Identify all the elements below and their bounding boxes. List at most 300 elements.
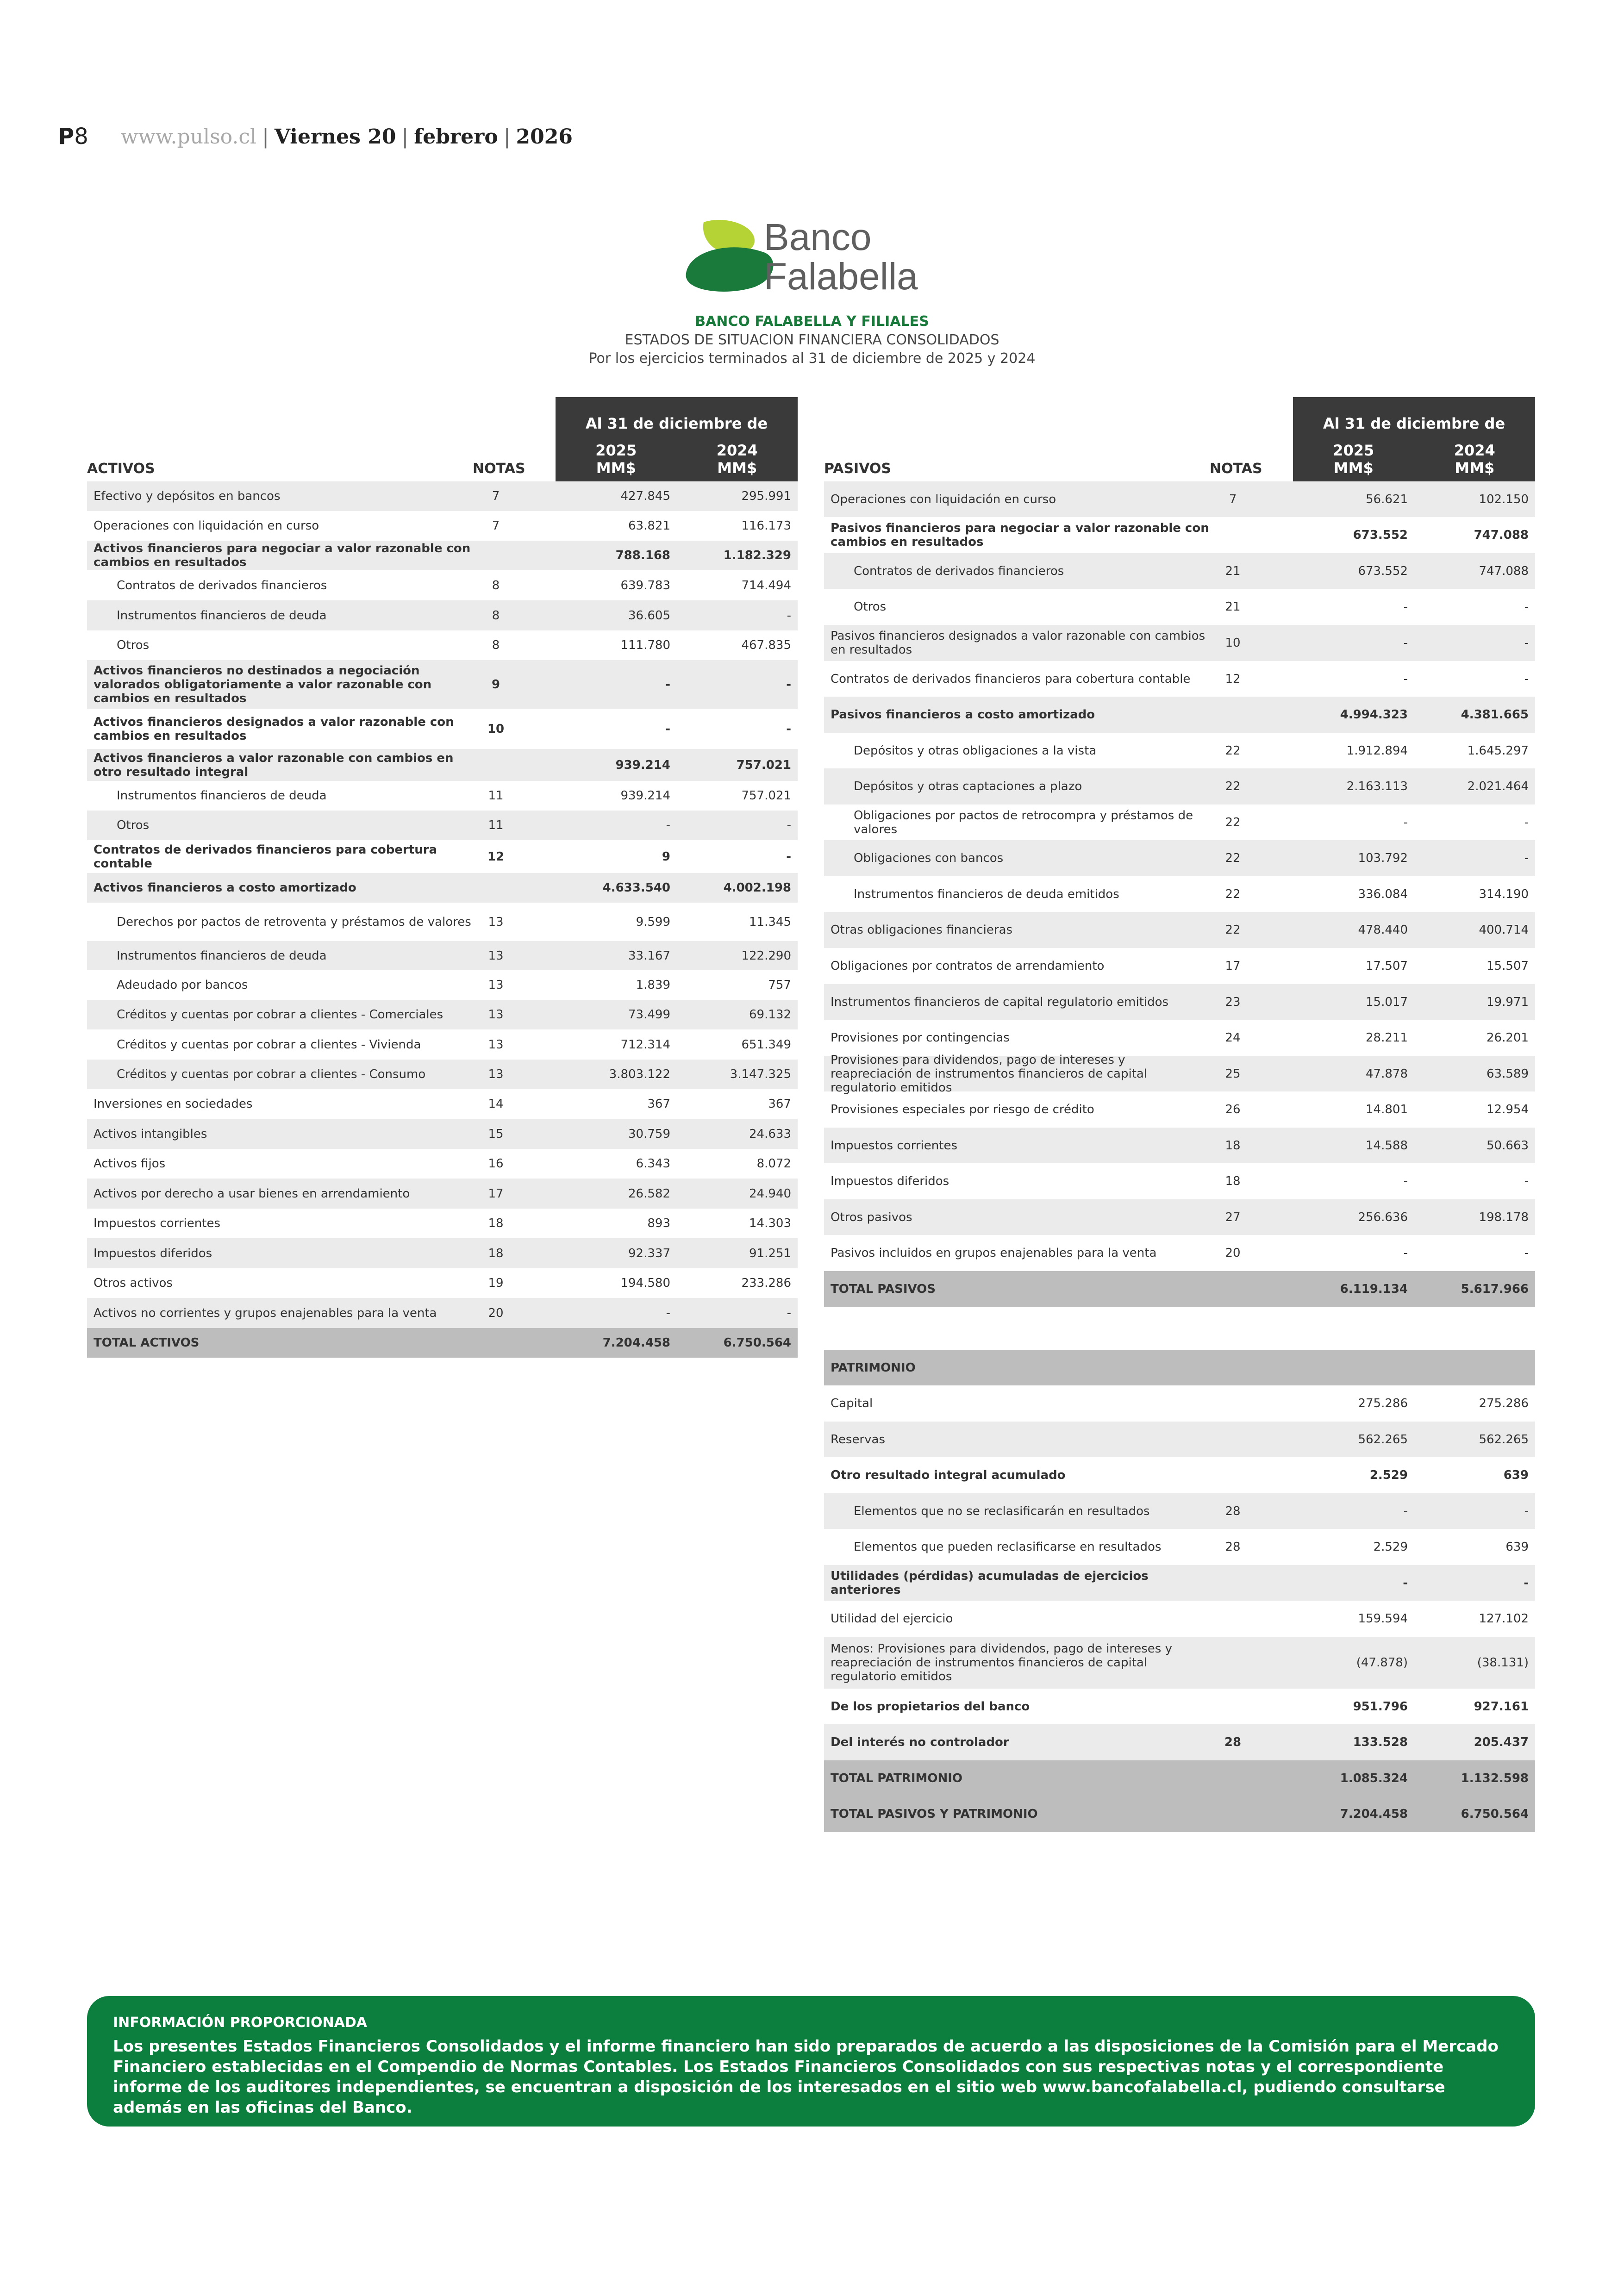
row-label: Operaciones con liquidación en curso <box>94 519 319 533</box>
value-2024: 1.182.329 <box>723 549 791 562</box>
value-2024: 24.633 <box>749 1127 791 1141</box>
value-2025: - <box>1403 636 1408 650</box>
row-notas: 9 <box>491 677 500 692</box>
banco-falabella-logo <box>685 213 944 301</box>
pasivos-row-provisiones-especiales-por-riesgo-de-cre <box>824 1091 1535 1128</box>
pasivos-row-provisiones-para-dividendos-pago-de-inte <box>824 1053 1535 1095</box>
value-2024: - <box>1524 672 1529 686</box>
value-2024: 19.971 <box>1487 995 1529 1009</box>
value-2024: 747.088 <box>1479 564 1529 578</box>
row-notas: 18 <box>1225 1174 1241 1188</box>
value-2024: 50.663 <box>1487 1138 1529 1153</box>
patrimonio-row-utilidad-del-ejercicio <box>824 1601 1535 1637</box>
value-2024: 233.286 <box>741 1276 791 1290</box>
activos-row-otros-activos <box>87 1268 798 1298</box>
activos-row-activos-financieros-para-negociar-a-valo <box>87 541 798 570</box>
activos-row-instrumentos-financieros-de-deuda <box>87 781 798 811</box>
value-2025: 194.580 <box>620 1276 670 1290</box>
row-label: Instrumentos financieros de deuda <box>117 789 327 803</box>
row-label: Activos no corrientes y grupos enajenables para la venta <box>94 1306 437 1320</box>
value-2025: 63.821 <box>628 519 670 533</box>
value-2024: - <box>787 608 791 623</box>
value-2025: 73.499 <box>628 1008 670 1022</box>
pasivos-heading: PASIVOS <box>824 461 892 477</box>
row-notas: 17 <box>488 1186 504 1201</box>
activos-rows <box>87 481 798 1358</box>
value-2025: 788.168 <box>615 549 670 562</box>
row-notas: 22 <box>1225 780 1241 793</box>
value-2024: 26.201 <box>1487 1031 1529 1045</box>
activos-row-total-activos <box>87 1328 798 1358</box>
activos-row-impuestos-diferidos <box>87 1238 798 1268</box>
pasivos-row-impuestos-corrientes <box>824 1128 1535 1163</box>
value-2024: 63.589 <box>1487 1066 1529 1081</box>
row-label: Menos: Provisiones para dividendos, pago de intereses y reapreciación de instrumentos financieros de capital regulatorio emitidos <box>831 1642 1172 1684</box>
pasivos-row-otras-obligaciones-financieras <box>824 912 1535 948</box>
row-notas: 22 <box>1225 851 1241 865</box>
row-notas: 22 <box>1225 923 1241 937</box>
value-2024: 198.178 <box>1479 1210 1529 1224</box>
row-label: Inversiones en sociedades <box>94 1097 253 1111</box>
value-2025: 17.507 <box>1366 959 1408 973</box>
activos-row-activos-intangibles <box>87 1119 798 1149</box>
row-notas: 24 <box>1225 1031 1241 1045</box>
value-2025: 4.994.323 <box>1340 708 1408 722</box>
activos-header <box>87 397 798 481</box>
row-label: Créditos y cuentas por cobrar a clientes - Consumo <box>117 1067 426 1081</box>
pasivos-row-instrumentos-financieros-de-deuda-emitid <box>824 876 1535 912</box>
row-notas: 7 <box>492 519 500 533</box>
row-notas: 28 <box>1225 1540 1241 1554</box>
row-label: Otras obligaciones financieras <box>831 923 1013 937</box>
activos-row-contratos-de-derivados-financieros-para- <box>87 840 798 873</box>
row-notas: 18 <box>1225 1138 1241 1153</box>
row-label: Capital <box>831 1397 873 1410</box>
value-2024: 927.161 <box>1474 1699 1529 1714</box>
row-label: Otros activos <box>94 1276 173 1290</box>
row-label: Depósitos y otras captaciones a plazo <box>854 780 1082 793</box>
row-notas: 21 <box>1225 564 1241 578</box>
pasivos-row-contratos-de-derivados-financieros-para- <box>824 661 1535 697</box>
value-2024: - <box>1524 815 1529 829</box>
row-notas: 8 <box>492 608 500 623</box>
value-2025: 639.783 <box>620 578 670 592</box>
row-label: Utilidades (pérdidas) acumuladas de ejercicios anteriores <box>831 1569 1149 1597</box>
value-2025: 9 <box>662 849 670 864</box>
value-2024: 757.021 <box>741 789 791 803</box>
value-2024: - <box>1524 1576 1529 1590</box>
row-notas: 23 <box>1225 995 1241 1009</box>
row-label: Otros <box>854 600 887 614</box>
value-2025: 159.594 <box>1358 1612 1408 1626</box>
row-label: Obligaciones por contratos de arrendamiento <box>831 959 1105 973</box>
activos-table <box>87 397 798 1358</box>
row-notas: 13 <box>488 915 504 929</box>
value-2025: - <box>666 818 670 832</box>
activos-row-activos-financieros-a-costo-amortizado <box>87 873 798 903</box>
activos-row-otros <box>87 630 798 660</box>
value-2025: 47.878 <box>1366 1066 1408 1081</box>
value-2024: - <box>1524 600 1529 614</box>
row-label: Contratos de derivados financieros <box>117 578 327 592</box>
page-header: P8 www.pulso.cl | Viernes 20 | febrero | 2026 <box>58 124 573 150</box>
patrimonio-row-capital <box>824 1385 1535 1422</box>
row-label: Instrumentos financieros de deuda <box>117 948 327 963</box>
activos-row-inversiones-en-sociedades <box>87 1089 798 1119</box>
row-label: Créditos y cuentas por cobrar a clientes - Vivienda <box>117 1037 421 1052</box>
value-2025: (47.878) <box>1356 1656 1408 1670</box>
row-notas: 12 <box>1225 672 1241 686</box>
header-weekday: Viernes 20 <box>274 125 396 149</box>
row-label: Reservas <box>831 1432 885 1447</box>
website-link[interactable]: www.pulso.cl <box>120 125 257 149</box>
row-notas: 13 <box>488 1008 504 1022</box>
row-label: Obligaciones por pactos de retrocompra y préstamos de valores <box>854 808 1193 836</box>
row-label: Utilidad del ejercicio <box>831 1612 953 1626</box>
svg-text:Banco: Banco <box>764 216 872 258</box>
value-2025: 256.636 <box>1358 1210 1408 1224</box>
row-label: Instrumentos financieros de deuda emitidos <box>854 887 1119 901</box>
patrimonio-row-total-pasivos-y-patrimonio <box>824 1796 1535 1832</box>
page-number: P8 <box>58 124 88 150</box>
row-notas: 18 <box>488 1216 504 1230</box>
value-2025: 6.119.134 <box>1340 1282 1408 1296</box>
patrimonio-table <box>824 1350 1535 1832</box>
pasivos-row-operaciones-con-liquidacion-en-curso <box>824 481 1535 517</box>
patrimonio-row-total-patrimonio <box>824 1760 1535 1796</box>
value-2024: 127.102 <box>1479 1612 1529 1626</box>
value-2024: 651.349 <box>741 1037 791 1052</box>
pasivos-row-pasivos-incluidos-en-grupos-enajenables- <box>824 1235 1535 1271</box>
row-notas: 22 <box>1225 743 1241 758</box>
value-2025: 275.286 <box>1358 1397 1408 1410</box>
value-2025: 1.085.324 <box>1340 1771 1408 1785</box>
value-2025: - <box>665 677 670 692</box>
row-label: TOTAL PATRIMONIO <box>831 1771 963 1785</box>
row-notas: 19 <box>488 1276 504 1290</box>
value-2024: 15.507 <box>1487 959 1529 973</box>
pasivos-row-pasivos-financieros-para-negociar-a-valo <box>824 517 1535 553</box>
row-notas: 21 <box>1225 600 1241 614</box>
value-2024: - <box>786 722 791 736</box>
value-2024: - <box>1524 851 1529 865</box>
header-month: febrero <box>414 125 498 149</box>
notas-heading: NOTAS <box>1210 461 1262 477</box>
patrimonio-heading: PATRIMONIO <box>824 1350 1535 1385</box>
value-2024: 102.150 <box>1479 492 1529 506</box>
pasivos-header <box>824 397 1535 481</box>
activos-row-adeudado-por-bancos <box>87 970 798 1000</box>
row-label: Provisiones por contingencias <box>831 1031 1010 1045</box>
value-2025: - <box>1403 672 1408 686</box>
row-notas: 11 <box>488 789 504 803</box>
activos-row-activos-financieros-a-valor-razonable-co <box>87 749 798 781</box>
value-2025: - <box>1403 1576 1408 1590</box>
value-2024: - <box>1524 1174 1529 1188</box>
row-notas: 25 <box>1225 1066 1241 1081</box>
svg-text:Falabella: Falabella <box>764 256 918 298</box>
value-2025: 712.314 <box>620 1037 670 1052</box>
row-label: Contratos de derivados financieros para cobertura contable <box>94 842 437 871</box>
row-label: Adeudado por bancos <box>117 978 248 992</box>
activos-row-activos-no-corrientes-y-grupos-enajenabl <box>87 1298 798 1328</box>
value-2025: 2.163.113 <box>1346 780 1408 793</box>
row-label: Instrumentos financieros de capital regulatorio emitidos <box>831 995 1169 1009</box>
value-2025: 7.204.458 <box>1340 1807 1408 1821</box>
value-2025: 56.621 <box>1366 492 1408 506</box>
row-label: De los propietarios del banco <box>831 1699 1030 1714</box>
row-notas: 15 <box>488 1127 504 1141</box>
row-label: Depósitos y otras obligaciones a la vista <box>854 743 1097 758</box>
statement-title <box>0 312 1624 368</box>
value-2024: 275.286 <box>1479 1397 1529 1410</box>
value-2024: 5.617.966 <box>1461 1282 1529 1296</box>
value-2025: - <box>665 722 670 736</box>
info-box <box>87 1996 1535 2127</box>
row-label: Impuestos diferidos <box>94 1246 212 1260</box>
value-2024: 69.132 <box>749 1008 791 1022</box>
pasivos-row-obligaciones-con-bancos <box>824 840 1535 876</box>
row-label: Créditos y cuentas por cobrar a clientes - Comerciales <box>117 1008 443 1022</box>
patrimonio-rows <box>824 1385 1535 1832</box>
row-notas: 10 <box>487 722 505 736</box>
row-label: Provisiones para dividendos, pago de intereses y reapreciación de instrumentos financieros de capital regulatorio emitidos <box>831 1053 1148 1095</box>
row-notas: 28 <box>1225 1504 1241 1518</box>
activos-row-operaciones-con-liquidacion-en-curso <box>87 511 798 541</box>
row-label: Activos intangibles <box>94 1127 207 1141</box>
company-name: BANCO FALABELLA Y FILIALES <box>695 313 929 330</box>
activos-row-activos-fijos <box>87 1149 798 1179</box>
row-notas: 13 <box>488 1037 504 1052</box>
row-label: Del interés no controlador <box>831 1735 1009 1749</box>
row-label: Otros <box>117 818 150 832</box>
value-2024: 1.645.297 <box>1467 743 1529 758</box>
row-notas: 27 <box>1225 1210 1241 1224</box>
row-notas: 18 <box>488 1246 504 1260</box>
info-heading: INFORMACIÓN PROPORCIONADA <box>113 2014 367 2031</box>
value-2024: 639 <box>1503 1468 1529 1482</box>
row-notas: 20 <box>1225 1246 1241 1260</box>
value-2025: - <box>1403 1174 1408 1188</box>
row-label: Impuestos corrientes <box>831 1138 957 1153</box>
activos-row-contratos-de-derivados-financieros <box>87 570 798 600</box>
row-label: TOTAL PASIVOS Y PATRIMONIO <box>831 1807 1038 1821</box>
pasivos-row-obligaciones-por-contratos-de-arrendamie <box>824 948 1535 984</box>
year-header: Al 31 de diciembre de 2025 MM$ 2024 MM$ <box>1293 397 1535 481</box>
row-label: Activos financieros para negociar a valor razonable con cambios en resultados <box>94 542 471 569</box>
row-label: Efectivo y depósitos en bancos <box>94 489 281 503</box>
value-2025: 939.214 <box>620 789 670 803</box>
activos-heading: ACTIVOS <box>87 461 155 477</box>
row-notas: 10 <box>1225 636 1241 650</box>
activos-row-creditos-y-cuentas-por-cobrar-a-clientes <box>87 1029 798 1060</box>
value-2025: 951.796 <box>1353 1699 1408 1714</box>
row-notas: 12 <box>487 849 505 864</box>
value-2024: 314.190 <box>1479 887 1529 901</box>
patrimonio-row-reservas <box>824 1422 1535 1457</box>
value-2025: 336.084 <box>1358 887 1408 901</box>
row-notas: 8 <box>492 578 500 592</box>
value-2025: 111.780 <box>620 638 670 652</box>
value-2025: 562.265 <box>1358 1432 1408 1447</box>
value-2025: - <box>1403 1504 1408 1518</box>
value-2024: 4.381.665 <box>1461 708 1529 722</box>
activos-row-efectivo-y-depositos-en-bancos <box>87 481 798 511</box>
row-label: Operaciones con liquidación en curso <box>831 492 1056 506</box>
value-2025: 92.337 <box>628 1246 670 1260</box>
row-label: Elementos que pueden reclasificarse en resultados <box>854 1540 1162 1554</box>
value-2024: 91.251 <box>749 1246 791 1260</box>
patrimonio-row-elementos-que-no-se-reclasificaran-en-re <box>824 1493 1535 1529</box>
row-label: Activos fijos <box>94 1157 166 1171</box>
row-label: TOTAL PASIVOS <box>831 1282 936 1296</box>
pasivos-row-obligaciones-por-pactos-de-retrocompra-y <box>824 804 1535 840</box>
value-2025: 14.588 <box>1366 1138 1408 1153</box>
row-label: Impuestos corrientes <box>94 1216 220 1230</box>
value-2025: 893 <box>647 1216 670 1230</box>
row-label: Otro resultado integral acumulado <box>831 1468 1066 1482</box>
value-2024: 4.002.198 <box>723 881 791 895</box>
pasivos-row-otros-pasivos <box>824 1199 1535 1235</box>
year-header: Al 31 de diciembre de 2025 MM$ 2024 MM$ <box>556 397 798 481</box>
value-2025: 3.803.122 <box>609 1067 670 1081</box>
value-2025: 6.343 <box>636 1157 670 1171</box>
pasivos-row-pasivos-financieros-designados-a-valor-r <box>824 625 1535 661</box>
row-notas: 11 <box>488 818 504 832</box>
patrimonio-row-menos-provisiones-para-dividendos-pago-d <box>824 1637 1535 1689</box>
row-notas: 7 <box>492 489 500 503</box>
value-2025: 103.792 <box>1358 851 1408 865</box>
row-notas: 13 <box>488 948 504 963</box>
row-notas: 13 <box>488 978 504 992</box>
statement-name: ESTADOS DE SITUACION FINANCIERA CONSOLIDADOS <box>625 332 999 348</box>
value-2025: 4.633.540 <box>602 881 670 895</box>
value-2025: 673.552 <box>1353 528 1408 542</box>
activos-row-otros <box>87 811 798 840</box>
pasivos-row-instrumentos-financieros-de-capital-regu <box>824 984 1535 1020</box>
value-2025: 2.529 <box>1369 1468 1408 1482</box>
value-2024: 6.750.564 <box>723 1336 791 1350</box>
value-2025: - <box>1403 815 1408 829</box>
value-2024: - <box>786 677 791 692</box>
activos-row-instrumentos-financieros-de-deuda <box>87 600 798 630</box>
row-label: Contratos de derivados financieros <box>854 564 1064 578</box>
value-2024: 639 <box>1505 1540 1529 1554</box>
patrimonio-row-utilidades-perdidas-acumuladas-de-ejerci <box>824 1565 1535 1601</box>
row-label: Provisiones especiales por riesgo de crédito <box>831 1103 1094 1116</box>
notas-heading: NOTAS <box>473 461 525 477</box>
patrimonio-row-de-los-propietarios-del-banco <box>824 1689 1535 1724</box>
pasivos-row-depositos-y-otras-obligaciones-a-la-vist <box>824 733 1535 768</box>
pasivos-row-depositos-y-otras-captaciones-a-plazo <box>824 768 1535 804</box>
pasivos-table <box>824 397 1535 1307</box>
row-notas: 22 <box>1225 815 1241 829</box>
value-2025: 367 <box>647 1097 670 1111</box>
value-2024: - <box>1524 1246 1529 1260</box>
row-notas: 14 <box>488 1097 504 1111</box>
header-year: 2026 <box>516 125 573 149</box>
value-2024: - <box>787 1306 791 1320</box>
pasivos-row-otros <box>824 589 1535 625</box>
value-2025: 673.552 <box>1358 564 1408 578</box>
statement-period: Por los ejercicios terminados al 31 de diciembre de 2025 y 2024 <box>588 350 1036 367</box>
value-2025: 15.017 <box>1366 995 1408 1009</box>
row-label: Activos financieros no destinados a negociación valorados obligatoriamente a valor razonable con cambios en resultados <box>94 663 432 705</box>
row-notas: 22 <box>1225 887 1241 901</box>
value-2024: 24.940 <box>749 1186 791 1201</box>
value-2025: 1.912.894 <box>1346 743 1408 758</box>
value-2025: 939.214 <box>615 758 670 772</box>
value-2024: 11.345 <box>749 915 791 929</box>
row-notas: 7 <box>1229 492 1237 506</box>
row-label: Otros <box>117 638 150 652</box>
value-2025: 28.211 <box>1366 1031 1408 1045</box>
row-notas: 16 <box>488 1157 504 1171</box>
value-2024: 2.021.464 <box>1467 780 1529 793</box>
activos-row-derechos-por-pactos-de-retroventa-y-pres <box>87 903 798 941</box>
value-2024: 205.437 <box>1474 1735 1529 1749</box>
row-notas: 20 <box>488 1306 504 1320</box>
value-2024: 757 <box>768 978 791 992</box>
pasivos-row-pasivos-financieros-a-costo-amortizado <box>824 697 1535 733</box>
value-2024: 295.991 <box>741 489 791 503</box>
pasivos-row-total-pasivos <box>824 1271 1535 1307</box>
row-label: Instrumentos financieros de deuda <box>117 608 327 623</box>
value-2024: - <box>1524 636 1529 650</box>
row-label: Activos por derecho a usar bienes en arrendamiento <box>94 1186 410 1201</box>
row-label: Pasivos financieros a costo amortizado <box>831 708 1095 722</box>
value-2024: 367 <box>768 1097 791 1111</box>
value-2024: 400.714 <box>1479 923 1529 937</box>
value-2025: 2.529 <box>1373 1540 1408 1554</box>
row-notas: 13 <box>488 1067 504 1081</box>
activos-row-activos-financieros-no-destinados-a-nego <box>87 660 798 709</box>
patrimonio-row-otro-resultado-integral-acumulado <box>824 1457 1535 1493</box>
row-notas: 28 <box>1224 1735 1242 1749</box>
value-2024: 8.072 <box>756 1157 791 1171</box>
row-label: TOTAL ACTIVOS <box>94 1336 200 1350</box>
pasivos-row-contratos-de-derivados-financieros <box>824 553 1535 589</box>
value-2025: 14.801 <box>1366 1103 1408 1116</box>
row-notas: 26 <box>1225 1103 1241 1116</box>
value-2025: 478.440 <box>1358 923 1408 937</box>
value-2024: 747.088 <box>1474 528 1529 542</box>
activos-row-instrumentos-financieros-de-deuda <box>87 941 798 970</box>
row-label: Activos financieros designados a valor razonable con cambios en resultados <box>94 715 454 743</box>
row-label: Pasivos financieros para negociar a valor razonable con cambios en resultados <box>831 521 1209 549</box>
row-label: Pasivos financieros designados a valor razonable con cambios en resultados <box>831 629 1206 657</box>
row-notas: 8 <box>492 638 500 652</box>
value-2024: 6.750.564 <box>1461 1807 1529 1821</box>
value-2024: 1.132.598 <box>1461 1771 1529 1785</box>
row-label: Activos financieros a valor razonable con cambios en otro resultado integral <box>94 751 454 779</box>
activos-row-activos-financieros-designados-a-valor-r <box>87 709 798 749</box>
value-2024: 467.835 <box>741 638 791 652</box>
value-2024: 116.173 <box>741 519 791 533</box>
patrimonio-row-elementos-que-pueden-reclasificarse-en-r <box>824 1529 1535 1565</box>
value-2024: - <box>787 818 791 832</box>
row-label: Contratos de derivados financieros para cobertura contable <box>831 672 1191 686</box>
value-2024: 714.494 <box>741 578 791 592</box>
value-2024: - <box>1524 1504 1529 1518</box>
row-label: Obligaciones con bancos <box>854 851 1004 865</box>
value-2025: 33.167 <box>628 948 670 963</box>
activos-row-impuestos-corrientes <box>87 1209 798 1238</box>
value-2025: - <box>1403 600 1408 614</box>
value-2025: - <box>666 1306 670 1320</box>
pasivos-row-provisiones-por-contingencias <box>824 1020 1535 1056</box>
activos-row-creditos-y-cuentas-por-cobrar-a-clientes <box>87 1060 798 1089</box>
